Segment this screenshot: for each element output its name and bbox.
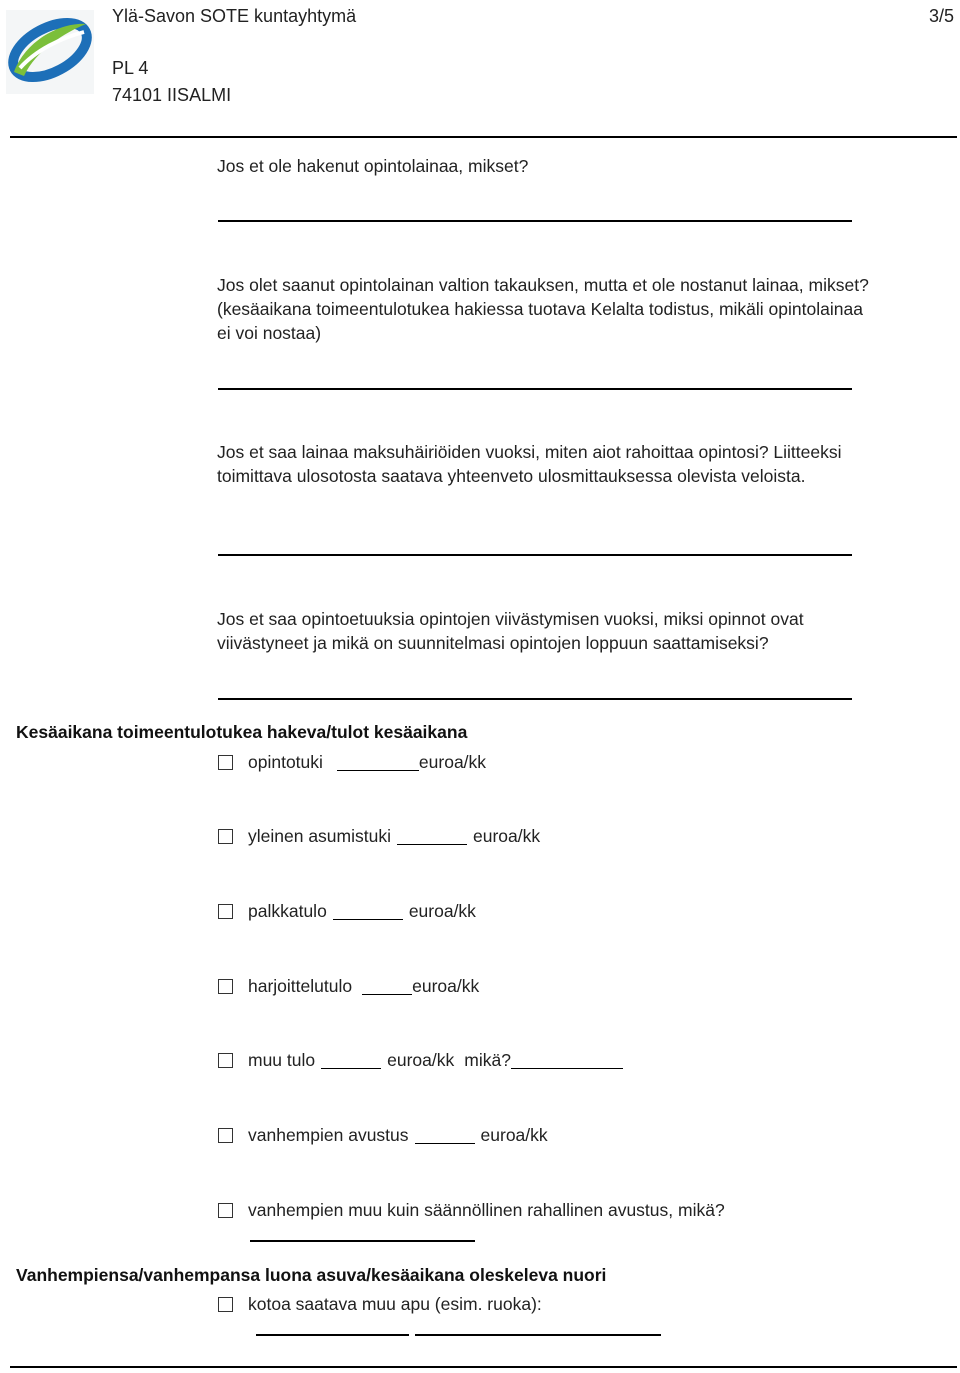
extra-label: mikä?: [464, 1049, 511, 1070]
unit-label: euroa/kk: [387, 1049, 455, 1070]
page-number: 3/5: [928, 6, 954, 26]
answer-line-home-help-1[interactable]: [256, 1334, 409, 1336]
unit-label: euroa/kk: [480, 1124, 548, 1145]
option-label: kotoa saatava muu apu (esim. ruoka):: [248, 1293, 542, 1314]
section-parents-title: Vanhempiensa/vanhempansa luona asuva/kesäaikana oleskeleva nuori: [16, 1265, 607, 1285]
option-label: harjoittelutulo: [248, 975, 353, 996]
checkbox[interactable]: [218, 1297, 233, 1312]
option-label: palkkatulo: [248, 900, 327, 921]
checkbox[interactable]: [218, 829, 233, 844]
organization-logo: [6, 10, 94, 94]
option-vanhempien-avustus: [218, 1123, 548, 1147]
section-summer-income-title: Kesäaikana toimeentulotukea hakeva/tulot kesäaikana: [16, 722, 468, 742]
option-label: vanhempien muu kuin säännöllinen rahallinen avustus, mikä?: [248, 1199, 725, 1220]
amount-field[interactable]: [415, 1127, 475, 1144]
option-muu-tulo: [218, 1048, 623, 1072]
header-divider: [10, 136, 957, 138]
option-label: vanhempien avustus: [248, 1124, 409, 1145]
question-guarantee-not-drawn: Jos olet saanut opintolainan valtion takauksen, mutta et ole nostanut lainaa, mikset? (kesäaikana toimeentulotukea hakiessa tuotava Kelalta todistus, mikäli opintolainaa ei voi nostaa): [217, 275, 869, 343]
option-harjoittelutulo: [218, 974, 479, 998]
amount-field[interactable]: [397, 828, 467, 845]
answer-line-payment-default[interactable]: [218, 554, 852, 556]
checkbox[interactable]: [218, 1203, 233, 1218]
unit-label: euroa/kk: [472, 825, 541, 846]
question-payment-default: Jos et saa lainaa maksuhäiriöiden vuoksi, miten aiot rahoittaa opintosi? Liitteeksi toimittava ulosotosta saatava yhteenveto ulosmittauksessa olevista veloista.: [217, 442, 842, 486]
amount-field[interactable]: [337, 754, 419, 771]
option-label: opintotuki: [248, 751, 323, 772]
specify-field[interactable]: [511, 1052, 623, 1069]
footer-divider: [10, 1366, 957, 1368]
amount-field[interactable]: [333, 903, 403, 920]
amount-field[interactable]: [362, 978, 412, 995]
unit-label: euroa/kk: [408, 900, 476, 921]
answer-line-guarantee[interactable]: [218, 388, 852, 390]
option-opintotuki: [218, 750, 486, 774]
answer-line-home-help-2[interactable]: [415, 1334, 661, 1336]
checkbox[interactable]: [218, 1053, 233, 1068]
option-vanhempien-muu-avustus: [218, 1198, 725, 1222]
answer-line-study-delay[interactable]: [218, 698, 852, 700]
answer-line-no-loan[interactable]: [218, 220, 852, 222]
checkbox[interactable]: [218, 1128, 233, 1143]
option-yleinen-asumistuki: [218, 824, 540, 848]
specify-line-parent-support[interactable]: [250, 1240, 475, 1242]
question-no-loan: Jos et ole hakenut opintolainaa, mikset?: [217, 156, 529, 176]
question-study-delay: Jos et saa opintoetuuksia opintojen viivästymisen vuoksi, miksi opinnot ovat viivästyneet ja mikä on suunnitelmasi opintojen loppuun saattamiseksi?: [217, 609, 804, 653]
header-po-box: PL 4: [112, 58, 149, 78]
checkbox[interactable]: [218, 979, 233, 994]
header-organization: Ylä-Savon SOTE kuntayhtymä: [112, 6, 357, 26]
checkbox[interactable]: [218, 755, 233, 770]
unit-label: euroa/kk: [418, 751, 487, 772]
option-kotoa-saatava-apu: [218, 1292, 542, 1316]
amount-field[interactable]: [321, 1052, 381, 1069]
unit-label: euroa/kk: [412, 975, 480, 996]
header-postal-address: 74101 IISALMI: [112, 85, 232, 105]
option-label: yleinen asumistuki: [248, 825, 391, 846]
option-label: muu tulo: [248, 1049, 316, 1070]
option-palkkatulo: [218, 899, 476, 923]
checkbox[interactable]: [218, 904, 233, 919]
